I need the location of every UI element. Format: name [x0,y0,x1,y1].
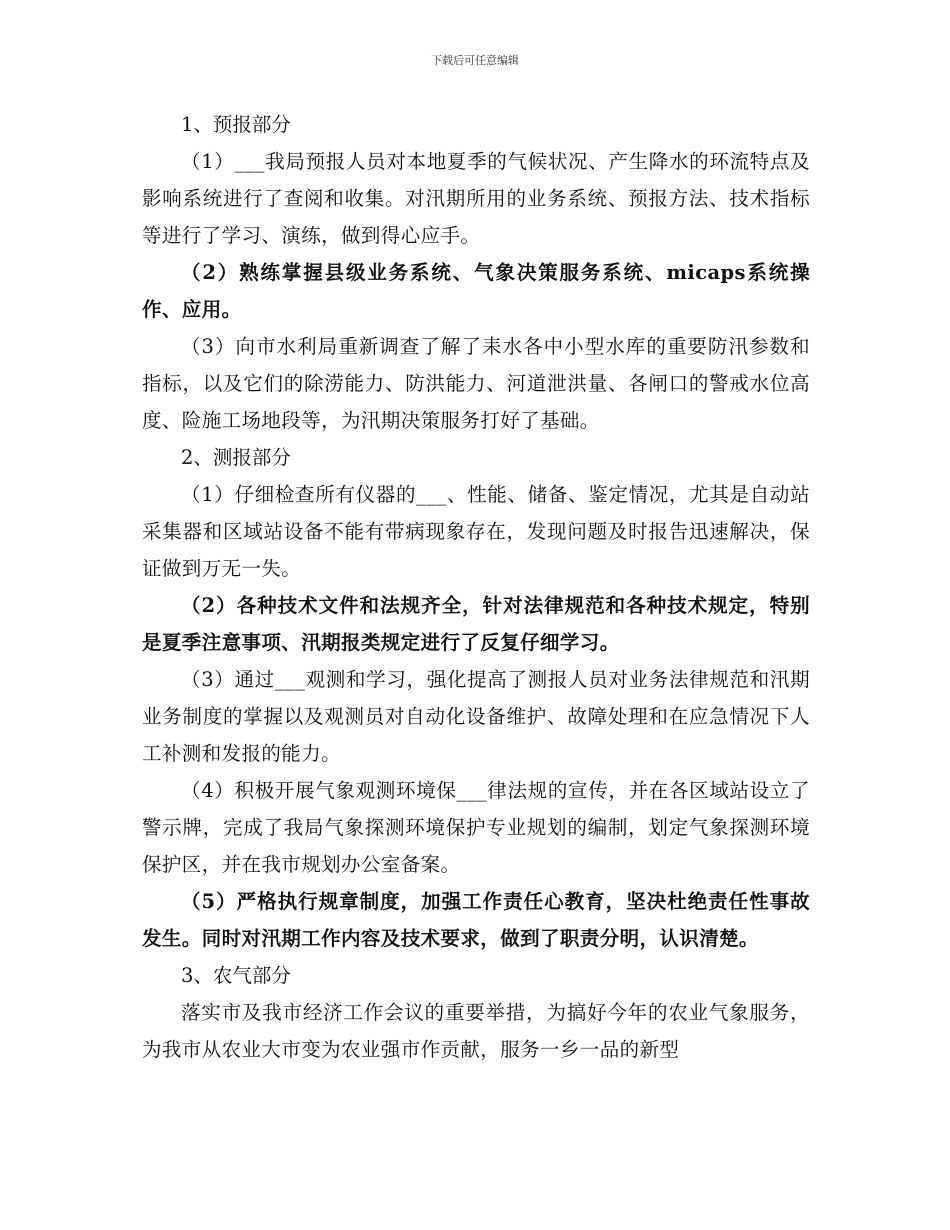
section-heading-observation: 2、测报部分 [181,446,291,469]
paragraph: 落实市及我市经济工作会议的重要举措，为搞好今年的农业气象服务，为我市从农业大市变为农业强市作贡献，服务一乡一品的新型 [142,1001,810,1061]
paragraph-bold: （5）严格执行规章制度，加强工作责任心教育，坚决杜绝责任性事故发生。同时对汛期工作内容及技术要求，做到了职责分明，认识清楚。 [142,890,810,950]
paragraph-bold: （2）熟练掌握县级业务系统、气象决策服务系统、micaps系统操作、应用。 [142,261,810,321]
paragraph: （1）___我局预报人员对本地夏季的气候状况、产生降水的环流特点及影响系统进行了查阅和收集。对汛期所用的业务系统、预报方法、技术指标等进行了学习、演练，做到得心应手。 [142,150,810,247]
paragraph: （3）向市水利局重新调查了解了耒水各中小型水库的重要防汛参数和指标，以及它们的除涝能力、防洪能力、河道泄洪量、各闸口的警戒水位高度、险施工场地段等，为汛期决策服务打好了基础。 [142,335,810,432]
paragraph: （4）积极开展气象观测环境保___律法规的宣传，并在各区域站设立了警示牌，完成了我局气象探测环境保护专业规划的编制，划定气象探测环境保护区，并在我市规划办公室备案。 [142,779,810,876]
document-body [142,106,810,1068]
section-heading-agrometeorology: 3、农气部分 [181,964,291,987]
section-heading-forecast: 1、预报部分 [181,113,291,136]
paragraph: （3）通过___观测和学习，强化提高了测报人员对业务法律规范和汛期业务制度的掌握以及观测员对自动化设备维护、故障处理和在应急情况下人工补测和发报的能力。 [142,668,810,765]
page-header: 下载后可任意编辑 [431,54,519,67]
paragraph: （1）仔细检查所有仪器的___、性能、储备、鉴定情况，尤其是自动站采集器和区域站设备不能有带病现象存在，发现问题及时报告迅速解决，保证做到万无一失。 [142,483,810,580]
paragraph-bold: （2）各种技术文件和法规齐全，针对法律规范和各种技术规定，特别是夏季注意事项、汛期报类规定进行了反复仔细学习。 [142,594,810,654]
